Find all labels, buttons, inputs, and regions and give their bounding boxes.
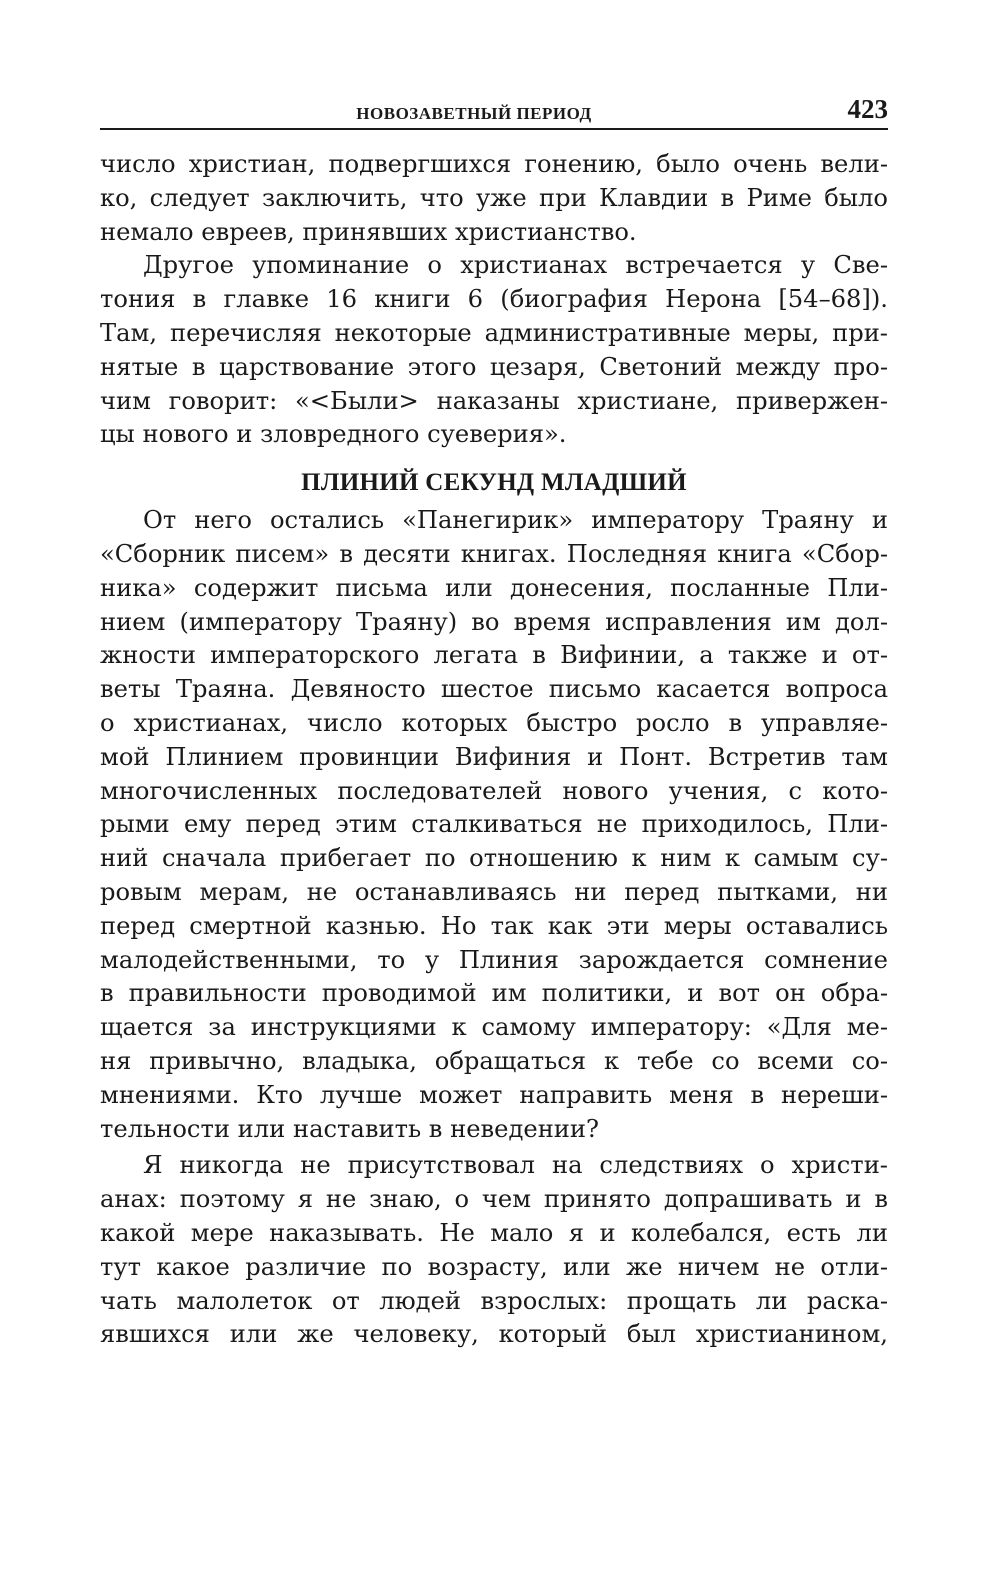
text-line: какой мере наказывать. Не мало я и колебался, есть ли: [100, 1218, 888, 1247]
text-line: нятые в царствование этого цезаря, Светоний между про-: [100, 352, 888, 381]
running-title: НОВОЗАВЕТНЫЙ ПЕРИОД: [356, 104, 592, 123]
text-line: ко, следует заключить, что уже при Клавдии в Риме было: [100, 183, 888, 212]
text-line: чать малолеток от людей взрослых: прощать ли раска-: [100, 1286, 888, 1315]
text-line: тельности или наставить в неведении?: [100, 1114, 600, 1143]
text-line: Там, перечисляя некоторые административные меры, при-: [100, 318, 888, 347]
text-line: явшихся или же человеку, который был христианином,: [100, 1320, 888, 1349]
text-line: многочисленных последователей нового учения, с кото-: [100, 776, 888, 805]
section-heading: ПЛИНИЙ СЕКУНД МЛАДШИЙ: [301, 469, 687, 497]
text-line: рыми ему перед этим сталкиваться не приходилось, Пли-: [100, 810, 888, 839]
text-line: тония в главке 16 книги 6 (биография Нерона [54–68]).: [100, 285, 888, 314]
text-line: в правильности проводимой им политики, и вот он обра-: [100, 979, 888, 1008]
text-line: ня привычно, владыка, обращаться к тебе со всеми со-: [100, 1046, 888, 1075]
paragraph-4: [100, 1149, 888, 1352]
text-line: число христиан, подвергшихся гонению, было очень вели-: [100, 150, 888, 178]
text-line: малодейственными, то у Плиния зарождается сомнение: [100, 945, 888, 974]
text-line: мнениями. Кто лучше может направить меня в нереши-: [100, 1080, 888, 1109]
text-line: ний сначала прибегает по отношению к ним к самым су-: [100, 844, 888, 873]
text-line: нием (императору Траяну) во время исправления им дол-: [100, 607, 888, 636]
body-text: [100, 148, 888, 1352]
page-number: 423: [847, 94, 888, 124]
text-line: «Сборник писем» в десяти книгах. Последняя книга «Сбор-: [100, 539, 888, 568]
text-line: о христианах, число которых быстро росло в управляе-: [100, 708, 888, 737]
text-line: чим говорит: «<Были> наказаны христиане, привержен-: [100, 386, 888, 415]
text-line: жности императорского легата в Вифинии, а также и от-: [100, 641, 888, 670]
text-line: веты Траяна. Девяносто шестое письмо касается вопроса: [100, 675, 888, 704]
running-header: [100, 92, 888, 130]
text-line: анах: поэтому я не знаю, о чем принято допрашивать и в: [100, 1185, 888, 1214]
text-line: Другое упоминание о христианах встречается у Све-: [143, 251, 888, 280]
text-line: От него остались «Панегирик» императору Траяну и: [143, 506, 888, 535]
paragraph-1: [100, 148, 888, 249]
text-line: ника» содержит письма или донесения, посланные Пли-: [100, 573, 888, 602]
text-line: щается за инструкциями к самому императору: «Для ме-: [100, 1013, 888, 1042]
text-line: тут какое различие по возрасту, или же ничем не отли-: [100, 1252, 888, 1281]
text-line: цы нового и зловредного суеверия».: [100, 420, 567, 449]
text-line: ровым мерам, не останавливаясь ни перед пытками, ни: [100, 877, 888, 906]
text-line: мой Плинием провинции Вифиния и Понт. Встретив там: [100, 742, 888, 771]
paragraph-2: [100, 249, 888, 452]
text-line: немало евреев, принявших христианство.: [100, 217, 637, 246]
paragraph-3: [100, 504, 888, 1146]
text-line: Я никогда не присутствовал на следствиях о христи-: [143, 1151, 888, 1180]
text-line: перед смертной казнью. Но так как эти меры оставались: [100, 911, 888, 940]
